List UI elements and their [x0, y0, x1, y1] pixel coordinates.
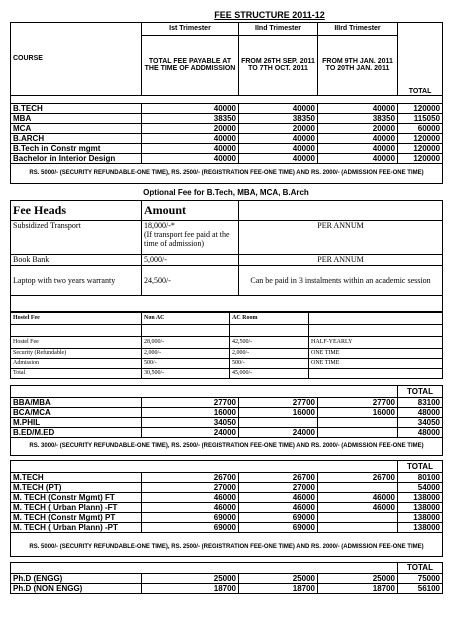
- table-row: Ph.D (ENGG) 25000 25000 25000 75000: [11, 573, 443, 583]
- fee-table-ug: [10, 8, 443, 184]
- total-header-pg: TOTAL: [398, 385, 443, 397]
- table-row: B.ED/M.ED 24000 24000 48000: [11, 427, 443, 437]
- ac-room-header: AC Room: [230, 312, 309, 324]
- fee-table-mtech: [10, 460, 443, 557]
- course-header: COURSE: [11, 22, 142, 95]
- table-row: Ph.D (NON ENGG) 18700 18700 18700 56100: [11, 583, 443, 593]
- group1-rows: [11, 103, 443, 163]
- table-row: M. TECH (Constr Mgmt) PT 69000 69000 138000: [11, 512, 443, 522]
- optional-fee-table: [10, 200, 443, 312]
- table-row: Subsidized Transport 18,000/-* (If transport fee paid at the time of admission) PER ANNUM: [11, 220, 443, 254]
- table-row: M. TECH (Constr Mgmt) FT 46000 46000 46000 138000: [11, 492, 443, 502]
- hostel-fee-table: [10, 312, 443, 379]
- fee-heads-header: Fee Heads: [11, 200, 142, 220]
- table-row: B.Tech in Constr mgmt 40000 40000 40000 120000: [11, 143, 443, 153]
- fee-table-pg: [10, 385, 443, 456]
- table-row: Admission 500/- 500/- ONE TIME: [11, 358, 443, 368]
- trimester-2-desc: FROM 26TH SEP. 2011 TO 7TH OCT. 2011: [239, 35, 318, 95]
- total-header-mtech: TOTAL: [398, 460, 443, 472]
- table-row: M.TECH 26700 26700 26700 80100: [11, 472, 443, 482]
- optional-fee-title: Optional Fee for B.Tech, MBA, MCA, B.Arch: [143, 187, 309, 197]
- fee-table-phd: [10, 562, 443, 594]
- table-row: MCA 20000 20000 20000 60000: [11, 123, 443, 133]
- table-row: M.PHIL 34050 34050: [11, 417, 443, 427]
- trimester-3-header: IIIrd Trimester: [318, 22, 398, 35]
- fee-structure-document: [10, 8, 442, 594]
- table-row: M.TECH (PT) 27000 27000 54000: [11, 482, 443, 492]
- note-mtech: RS. 5000/- (SECURITY REFUNDABLE-ONE TIME), RS. 2500/- (REGISTRATION FEE-ONE TIME) AND RS. 2000/- (ADMISSION FEE-ONE TIME): [11, 538, 443, 556]
- total-header: TOTAL: [398, 22, 443, 95]
- table-row: B.TECH 40000 40000 40000 120000: [11, 103, 443, 113]
- trimester-1-desc: TOTAL FEE PAYABLE AT THE TIME OF ADDMISSION: [142, 35, 239, 95]
- table-row: Laptop with two years warranty 24,500/- Can be paid in 3 instalments within an academic session: [11, 265, 443, 295]
- non-ac-header: Non AC: [142, 312, 230, 324]
- table-row: Security (Refundable) 2,000/- 2,000/- ONE TIME: [11, 348, 443, 358]
- table-row: BCA/MCA 16000 16000 16000 48000: [11, 407, 443, 417]
- table-row: MBA 38350 38350 38350 115050: [11, 113, 443, 123]
- table-row: M. TECH ( Urban Plann) -PT 69000 69000 138000: [11, 522, 443, 532]
- table-row: M. TECH ( Urban Plann) -FT 46000 46000 46000 138000: [11, 502, 443, 512]
- table-row: BBA/MBA 27700 27700 27700 83100: [11, 397, 443, 407]
- total-header-phd: TOTAL: [398, 562, 443, 573]
- table-row: Book Bank 5,000/- PER ANNUM: [11, 254, 443, 265]
- table-row: B.ARCH 40000 40000 40000 120000: [11, 133, 443, 143]
- table-row: Bachelor in Interior Design 40000 40000 40000 120000: [11, 153, 443, 163]
- table-row: Hostel Fee 28,000/- 42,500/- HALF-YEARLY: [11, 336, 443, 348]
- note-ug: RS. 5000/- (SECURITY REFUNDABLE-ONE TIME), RS. 2500/- (REGISTRATION FEE-ONE TIME) AND RS. 2000/- (ADMISSION FEE-ONE TIME): [11, 163, 443, 183]
- note-pg: RS. 3000/- (SECURITY REFUNDABLE-ONE TIME), RS. 2500/- (REGISTRATION FEE-ONE TIME) AND RS. 2000/- (ADMISSION FEE-ONE TIME): [11, 437, 443, 455]
- amount-header: Amount: [142, 200, 239, 220]
- table-row: Total 30,500/- 45,000/-: [11, 368, 443, 378]
- trimester-2-header: IInd Trimester: [239, 22, 318, 35]
- trimester-3-desc: FROM 9TH JAN. 2011 TO 20TH JAN. 2011: [318, 35, 398, 95]
- page-title: FEE STRUCTURE 2011-12: [142, 8, 398, 22]
- hostel-fee-header: Hostel Fee: [11, 312, 142, 324]
- trimester-1-header: Ist Trimester: [142, 22, 239, 35]
